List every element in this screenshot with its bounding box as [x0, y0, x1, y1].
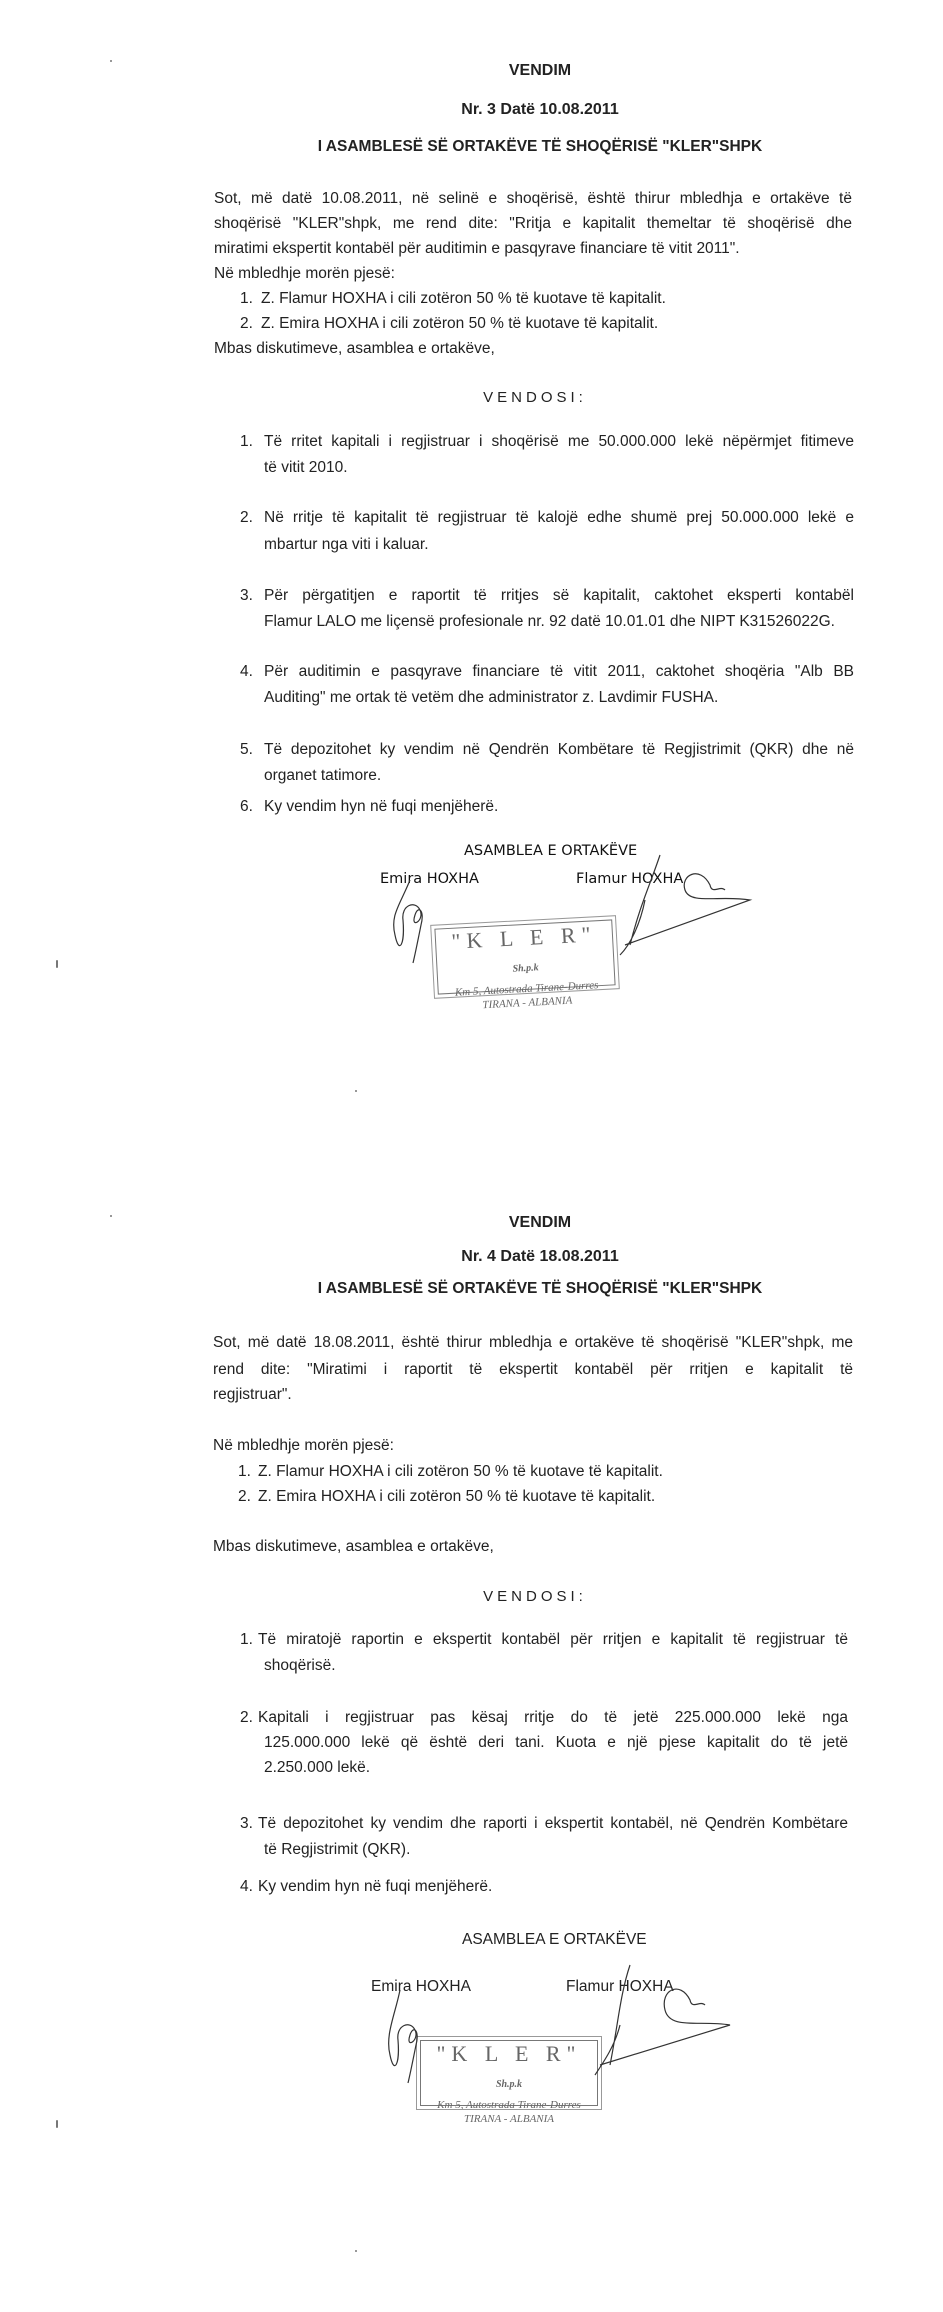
- item-line: Për auditimin e pasqyrave financiare të vitit 2011, caktohet shoqëria "Alb BB: [264, 663, 854, 680]
- attendance-label: Në mbledhje morën pjesë:: [213, 1437, 394, 1454]
- intro-line: rend dite: "Miratimi i raportit të ekspertit kontabël për rritjen e kapitalit të: [213, 1361, 853, 1378]
- stamp-name: "K L E R": [450, 921, 598, 954]
- decides-heading: VENDOSI:: [483, 1588, 587, 1605]
- decision-heading: I ASAMBLESË SË ORTAKËVE TË SHOQËRISË "KLER"SHPK: [317, 138, 763, 155]
- item-line: organet tatimore.: [264, 767, 382, 784]
- signature-emira: [385, 875, 445, 965]
- item-line: Në rritje të kapitalit të regjistruar të kalojë edhe shumë prej 50.000.000 lekë e: [264, 509, 854, 526]
- item-number: 3.: [240, 1815, 253, 1832]
- scan-speck: [56, 960, 58, 968]
- assembly-label: ASAMBLEA E ORTAKËVE: [464, 843, 638, 859]
- item-line: Ky vendim hyn në fuqi menjëherë.: [264, 798, 499, 815]
- attendee-text: Z. Flamur HOXHA i cili zotëron 50 % të kuotave të kapitalit.: [261, 290, 666, 307]
- item-line: shoqërisë.: [264, 1657, 336, 1674]
- intro-line: regjistruar".: [213, 1386, 292, 1403]
- signer-name: Flamur HOXHA: [566, 1978, 674, 1995]
- item-line: Të rritet kapitali i regjistruar i shoqërisë me 50.000.000 lekë nëpërmjet fitimeve: [264, 433, 854, 450]
- intro-line: shoqërisë "KLER"shpk, me rend dite: "Rritja e kapitalit themeltar të shoqërisë dhe: [214, 215, 852, 232]
- signer-name: Emira HOXHA: [371, 1978, 471, 1995]
- attendee-number: 1.: [238, 1463, 251, 1480]
- item-line: mbartur nga viti i kaluar.: [264, 536, 429, 553]
- item-number: 4.: [240, 663, 253, 680]
- attendee-text: Z. Flamur HOXHA i cili zotëron 50 % të kuotave të kapitalit.: [258, 1463, 663, 1480]
- item-number: 1.: [240, 433, 253, 450]
- item-line: Të depozitohet ky vendim në Qendrën Kombëtare të Regjistrimit (QKR) dhe në: [264, 741, 854, 758]
- signature-emira: [380, 1985, 440, 2085]
- intro-line: Sot, më datë 10.08.2011, në selinë e shoqërisë, është thirur mbledhja e ortakëve të: [214, 190, 852, 207]
- decides-heading: VENDOSI:: [483, 389, 587, 406]
- item-line: Auditing" me ortak të vetëm dhe administrator z. Lavdimir FUSHA.: [264, 689, 719, 706]
- decision-heading: I ASAMBLESË SË ORTAKËVE TË SHOQËRISË "KLER"SHPK: [317, 1280, 763, 1297]
- closing-text: Mbas diskutimeve, asamblea e ortakëve,: [213, 1538, 494, 1555]
- decision-title: VENDIM: [508, 1214, 572, 1231]
- stamp-city: TIRANA - ALBANIA: [463, 2113, 555, 2125]
- item-number: 2.: [240, 1709, 253, 1726]
- item-line: Ky vendim hyn në fuqi menjëherë.: [258, 1878, 493, 1895]
- scan-speck: [110, 60, 112, 62]
- company-stamp: [420, 2040, 598, 2125]
- item-line: Të miratojë raportin e ekspertit kontabël për rritjen e kapitalit të regjistruar të: [258, 1631, 848, 1648]
- item-line: Kapitali i regjistruar pas kësaj rritje do të jetë 225.000.000 lekë nga: [258, 1709, 848, 1726]
- item-line: Për përgatitjen e raportit të rritjes së kapitalit, caktohet eksperti kontabël: [264, 587, 854, 604]
- stamp-address: Km 5, Autostrada Tirane-Durres: [454, 979, 599, 999]
- scan-speck: [110, 1215, 112, 1217]
- company-stamp: [434, 919, 615, 1012]
- signer-name: Emira HOXHA: [380, 871, 479, 887]
- closing-text: Mbas diskutimeve, asamblea e ortakëve,: [214, 340, 495, 357]
- stamp-suffix: Sh.p.k: [495, 2079, 523, 2090]
- intro-line: miratimi ekspertit kontabël për auditimin e pasqyrave financiare të vitit 2011".: [214, 240, 740, 257]
- intro-line: Sot, më datë 18.08.2011, është thirur mbledhja e ortakëve të shoqërisë "KLER"shpk, me: [213, 1334, 853, 1351]
- scan-speck: [56, 2120, 58, 2128]
- scan-speck: [355, 1090, 357, 1092]
- item-number: 3.: [240, 587, 253, 604]
- item-line: 2.250.000 lekë.: [264, 1759, 371, 1776]
- item-number: 6.: [240, 798, 253, 815]
- stamp-name: "K L E R": [436, 2041, 582, 2066]
- attendee-text: Z. Emira HOXHA i cili zotëron 50 % të kuotave të kapitalit.: [258, 1488, 656, 1505]
- item-line: 125.000.000 lekë që është deri tani. Kuota e një pjese kapitalit do të jetë: [264, 1734, 848, 1751]
- stamp-address: Km 5, Autostrada Tirane-Durres: [437, 2099, 581, 2111]
- decision-number-date: Nr. 4 Datë 18.08.2011: [461, 1248, 619, 1265]
- scan-speck: [355, 2250, 357, 2252]
- item-line: Të depozitohet ky vendim dhe raporti i ekspertit kontabël, në Qendrën Kombëtare: [258, 1815, 848, 1832]
- item-line: të vitit 2010.: [264, 459, 348, 476]
- signature-flamur: [580, 1965, 760, 2085]
- item-number: 2.: [240, 509, 253, 526]
- item-number: 4.: [240, 1878, 253, 1895]
- attendee-number: 1.: [240, 290, 253, 307]
- attendee-text: Z. Emira HOXHA i cili zotëron 50 % të kuotave të kapitalit.: [261, 315, 659, 332]
- item-line: Flamur LALO me liçensë profesionale nr. 92 datë 10.01.01 dhe NIPT K31526022G.: [264, 613, 835, 630]
- signer-name: Flamur HOXHA: [576, 871, 684, 887]
- attendee-number: 2.: [240, 315, 253, 332]
- item-number: 5.: [240, 741, 253, 758]
- assembly-label: ASAMBLEA E ORTAKËVE: [462, 1931, 647, 1948]
- decision-title: VENDIM: [508, 62, 572, 79]
- signature-flamur: [600, 855, 780, 965]
- attendance-label: Në mbledhje morën pjesë:: [214, 265, 395, 282]
- decision-number-date: Nr. 3 Datë 10.08.2011: [461, 101, 619, 118]
- attendee-number: 2.: [238, 1488, 251, 1505]
- stamp-suffix: Sh.p.k: [512, 962, 539, 975]
- item-number: 1.: [240, 1631, 253, 1648]
- stamp-city: TIRANA - ALBANIA: [482, 994, 573, 1012]
- item-line: të Regjistrimit (QKR).: [264, 1841, 411, 1858]
